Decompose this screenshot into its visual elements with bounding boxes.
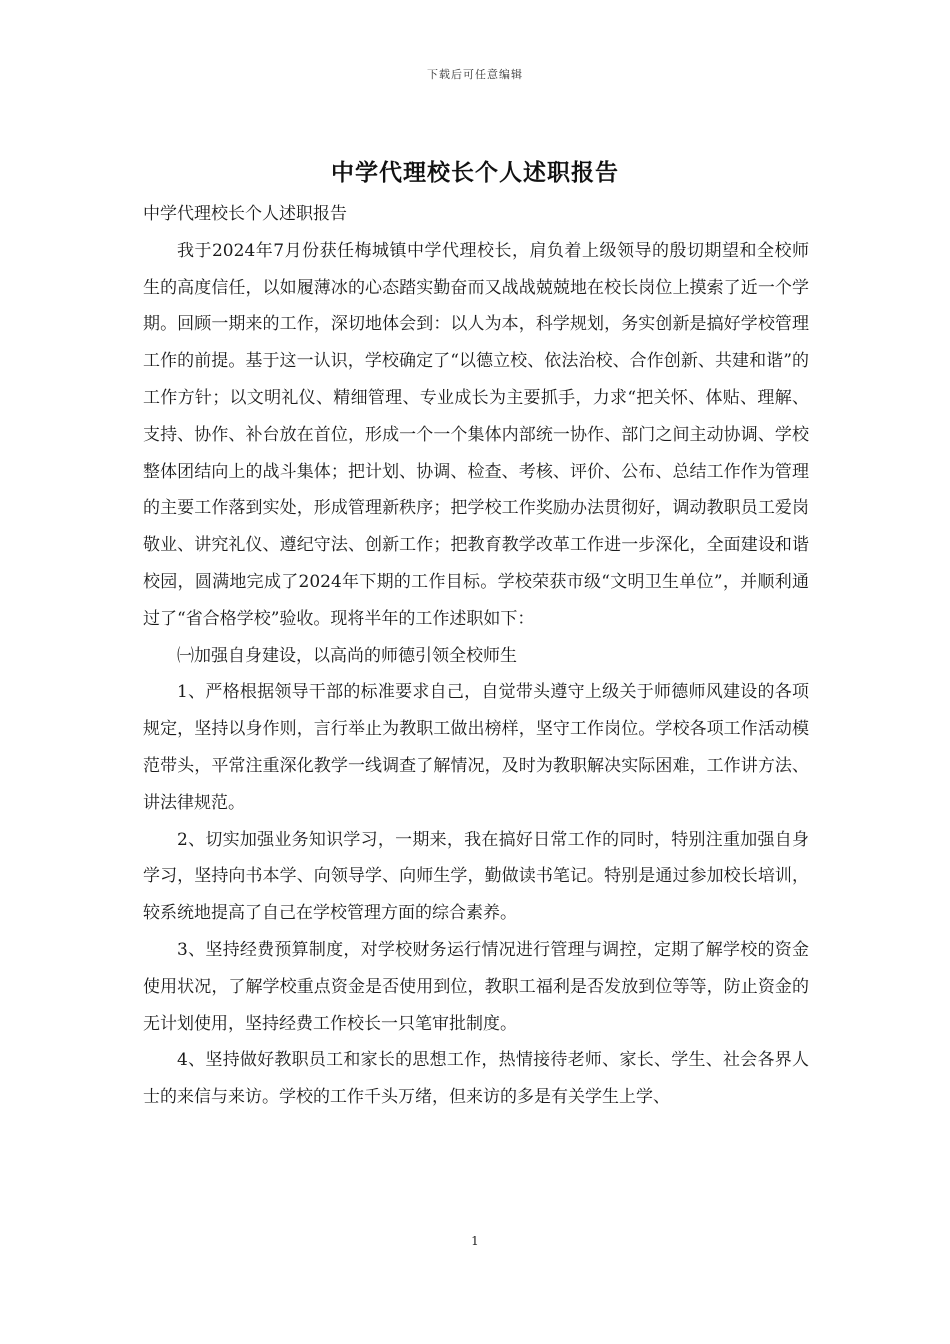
paragraph-item-2: 2、切实加强业务知识学习，一期来，我在搞好日常工作的同时，特别注重加强自身学习，坚持向书本学、向领导学、向师生学，勤做读书笔记。特别是通过参加校长培训，较系统地提高了自己在学校管理方面的综合素养。 (143, 829, 809, 924)
document-title: 中学代理校长个人述职报告 (331, 159, 619, 186)
paragraph-item-3: 3、坚持经费预算制度，对学校财务运行情况进行管理与调控，定期了解学校的资金使用状况，了解学校重点资金是否使用到位，教职工福利是否发放到位等等，防止资金的无计划使用，坚持经费工作校长一只笔审批制度。 (143, 939, 809, 1034)
section-heading-1: ㈠加强自身建设，以高尚的师德引领全校师生 (177, 645, 517, 666)
document-body (143, 196, 809, 1116)
paragraph-item-1: 1、严格根据领导干部的标准要求自己，自觉带头遵守上级关于师德师风建设的各项规定，坚持以身作则，言行举止为教职工做出榜样，坚守工作岗位。学校各项工作活动模范带头，平常注重深化教学一线调查了解情况，及时为教职解决实际困难，工作讲方法、讲法律规范。 (143, 682, 809, 813)
page-number: 1 (471, 1234, 479, 1248)
document-subtitle: 中学代理校长个人述职报告 (143, 204, 347, 224)
paragraph-intro: 我于2024年7月份获任梅城镇中学代理校长，肩负着上级领导的殷切期望和全校师生的高度信任，以如履薄冰的心态踏实勤奋而又战战兢兢地在校长岗位上摸索了近一个学期。回顾一期来的工作，深切地体会到：以人为本，科学规划，务实创新是搞好学校管理工作的前提。基于这一认识，学校确定了“以德立校、依法治校、合作创新、共建和谐”的工作方针；以文明礼仪、精细管理、专业成长为主要抓手，力求“把关怀、体贴、理解、支持、协作、补台放在首位，形成一个一个集体内部统一协作、部门之间主动协调、学校整体团结向上的战斗集体；把计划、协调、检查、考核、评价、公布、总结工作作为管理的主要工作落到实处，形成管理新秩序；把学校工作奖励办法贯彻好，调动教职员工爱岗敬业、讲究礼仪、遵纪守法、创新工作；把教育教学改革工作进一步深化，全面建设和谐校园，圆满地完成了2024年下期的工作目标。学校荣获市级“文明卫生单位”，并顺利通过了“省合格学校”验收。现将半年的工作述职如下： (143, 240, 809, 629)
page-header-note: 下载后可任意编辑 (427, 68, 523, 81)
paragraph-item-4: 4、坚持做好教职员工和家长的思想工作，热情接待老师、家长、学生、社会各界人士的来信与来访。学校的工作千头万绪，但来访的多是有关学生上学、 (143, 1050, 809, 1108)
